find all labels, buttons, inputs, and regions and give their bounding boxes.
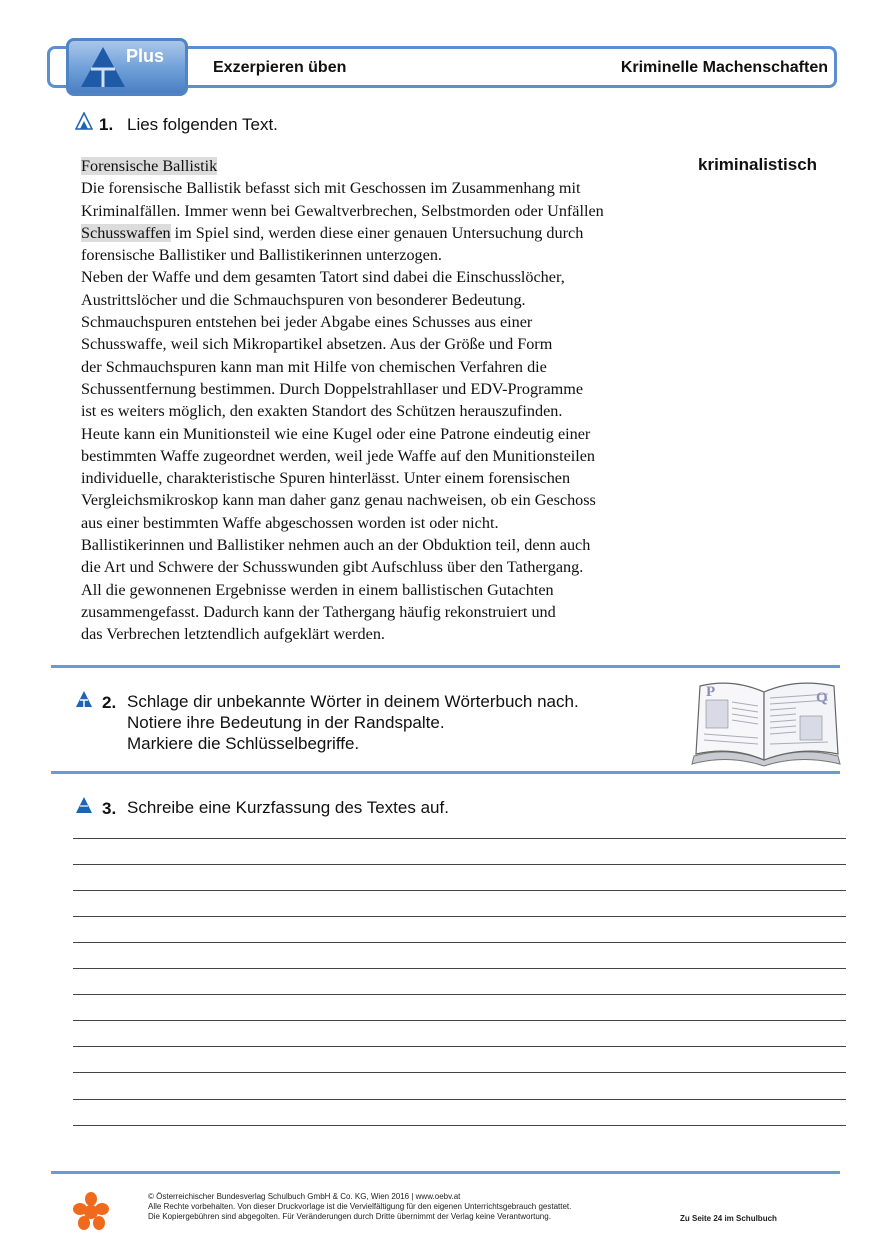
section-divider [51,665,840,668]
writing-line[interactable] [73,1020,846,1021]
reading-line: Kriminalfällen. Immer wenn bei Gewaltverbrechen, Selbstmorden oder Unfällen [81,201,604,220]
book-letter-q: Q [816,690,828,706]
page-title: Exzerpieren üben [213,59,347,76]
task-1-text: Lies folgenden Text. [127,115,278,134]
writing-line[interactable] [73,942,846,943]
reading-line: Schmauchspuren entstehen bei jeder Abgabe eines Schusses aus einer [81,313,533,332]
reading-line: bestimmten Waffe zugeordnet werden, weil jede Waffe auf den Munitionsteilen [81,446,596,465]
footer-divider [51,1171,840,1174]
reading-line: aus einer bestimmten Waffe abgeschossen worden ist oder nicht. [81,513,499,532]
margin-note: kriminalistisch [698,155,818,174]
book-letter-p: P [706,684,716,700]
reading-line: Austrittslöcher und die Schmauchspuren von besonderer Bedeutung. [81,290,526,309]
reading-line: Schusswaffen im Spiel sind, werden diese einer genauen Untersuchung durch [81,223,584,242]
writing-line[interactable] [73,994,846,995]
dictionary-book-icon [688,676,844,768]
writing-line[interactable] [73,1099,846,1100]
task-level-icon [75,796,93,814]
section-divider [51,771,840,774]
reading-line: die Art und Schwere der Schusswunden gibt Aufschluss über den Tathergang. [81,558,584,577]
writing-line[interactable] [73,838,846,839]
reading-line: das Verbrechen letztendlich aufgeklärt werden. [81,625,385,644]
reading-text [81,155,681,646]
reading-heading: Forensische Ballistik [81,157,218,175]
task-2-line: Schlage dir unbekannte Wörter in deinem Wörterbuch nach. [127,692,579,711]
writing-line[interactable] [73,890,846,891]
page-reference: Zu Seite 24 im Schulbuch [680,1214,777,1223]
reading-line: individuelle, charakteristische Spuren hinterlässt. Unter einem forensischen [81,469,571,488]
reading-line: zusammengefasst. Dadurch kann der Tathergang häufig rekonstruiert und [81,602,556,621]
highlighted-word: Schusswaffen [81,223,171,242]
reading-line: Schussentfernung bestimmen. Durch Doppelstrahllaser und EDV-Programme [81,379,584,398]
task-1-number: 1. [99,115,114,134]
writing-line[interactable] [73,1125,846,1126]
reading-line: forensische Ballistiker und Ballistikerinnen unterzogen. [81,246,442,265]
publisher-logo-icon [72,1191,110,1231]
reading-line: Neben der Waffe und dem gesamten Tatort sind dabei die Einschusslöcher, [81,268,565,287]
task-3-number: 3. [102,799,117,818]
reading-line: Heute kann ein Munitionsteil wie eine Kugel oder eine Patrone eindeutig einer [81,424,591,443]
task-level-icon [75,112,93,130]
task-2-number: 2. [102,693,117,712]
reading-line: Schusswaffe, weil sich Mikropartikel absetzen. Aus der Größe und Form [81,335,553,354]
footer-fees: Die Kopiergebühren sind abgegolten. Für Veränderungen durch Dritte übernimmt der Verlag keine Verantwortung. [148,1212,551,1221]
reading-line: Ballistikerinnen und Ballistiker nehmen auch an der Obduktion teil, denn auch [81,536,591,555]
writing-line[interactable] [73,1072,846,1073]
writing-line[interactable] [73,968,846,969]
reading-line: der Schmauchspuren kann man mit Hilfe von chemischen Verfahren die [81,357,547,376]
footer-legal [148,1192,571,1222]
task-2-line: Notiere ihre Bedeutung in der Randspalte. [127,713,445,732]
reading-line: All die gewonnenen Ergebnisse werden in einem ballistischen Gutachten [81,580,554,599]
task-3-text: Schreibe eine Kurzfassung des Textes auf. [127,798,449,817]
task-2-line: Markiere die Schlüsselbegriffe. [127,734,360,753]
reading-line: ist es weiters möglich, den exakten Standort des Schützen herauszufinden. [81,402,563,421]
task-level-icon [75,690,93,708]
footer-copyright: © Österreichischer Bundesverlag Schulbuch GmbH & Co. KG, Wien 2016 | www.oebv.at [148,1192,461,1201]
writing-line[interactable] [73,864,846,865]
reading-line: Vergleichsmikroskop kann man daher ganz genau nachweisen, ob ein Geschoss [81,491,596,510]
page-topic: Kriminelle Machenschaften [620,59,828,76]
writing-line[interactable] [73,916,846,917]
reading-line: Die forensische Ballistik befasst sich mit Geschossen im Zusammenhang mit [81,179,581,198]
logo-label: Plus [126,46,165,66]
footer-rights: Alle Rechte vorbehalten. Von dieser Druckvorlage ist die Vervielfältigung für den eigenen Unterrichtsgebrauch gestattet. [148,1202,572,1211]
writing-line[interactable] [73,1046,846,1047]
